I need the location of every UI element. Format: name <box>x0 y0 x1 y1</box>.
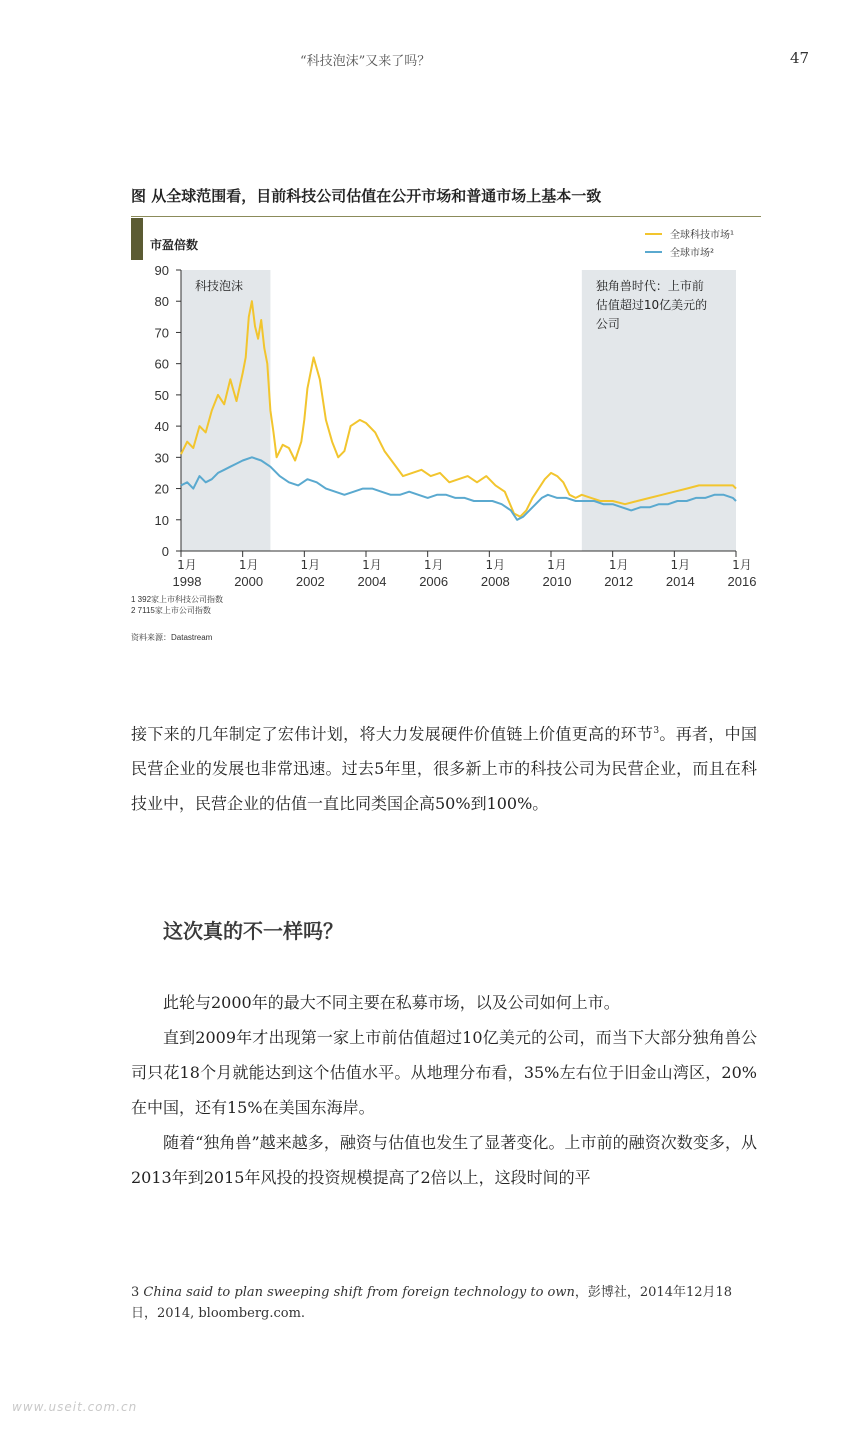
figure-rule <box>131 216 761 217</box>
shaded-region-label: 科技泡沫 <box>195 279 244 293</box>
y-tick-label: 50 <box>154 387 169 403</box>
y-tick-label: 20 <box>154 481 169 497</box>
x-tick-month: 1月 <box>608 558 629 572</box>
x-tick-month: 1月 <box>238 558 259 572</box>
footnote-number: 3 <box>131 1285 140 1300</box>
y-tick-label: 60 <box>154 356 169 372</box>
figure-title: 图 从全球范围看，目前科技公司估值在公开市场和普通市场上基本一致 <box>131 187 602 205</box>
running-head-title: “科技泡沫”又来了吗？ <box>300 54 431 69</box>
footnote-title: China said to plan sweeping shift from foreign technology to own <box>143 1285 575 1300</box>
y-tick-label: 70 <box>154 325 169 341</box>
x-tick-year: 2000 <box>234 574 264 589</box>
y-tick-label: 40 <box>154 419 169 435</box>
watermark: www.useit.com.cn <box>12 1400 138 1414</box>
x-tick-month: 1月 <box>177 558 197 572</box>
x-tick-month: 1月 <box>547 558 567 572</box>
x-tick-year: 2004 <box>357 574 387 589</box>
x-tick-month: 1月 <box>300 558 321 572</box>
chart-ylabel: 市盈倍数 <box>150 238 199 252</box>
page-footnote <box>131 1282 757 1324</box>
shaded-region-label: 独角兽时代：上市前 <box>595 279 704 293</box>
x-tick-month: 1月 <box>362 558 382 572</box>
body-paragraph-2: 此轮与2000年的最大不同主要在私募市场，以及公司如何上市。 <box>163 993 620 1012</box>
x-tick-year: 2006 <box>419 574 449 589</box>
para1-end: 。再者，中国民营企业的发展也非常迅速。过去5年里，很多新上市的科技公司为民营企业，而且在科技业中，民营企业的估值一直比同类国企高50%到100%。 <box>131 724 757 814</box>
y-tick-label: 90 <box>154 263 169 278</box>
x-tick-month: 1月 <box>423 558 444 572</box>
x-tick-year: 1998 <box>172 574 202 589</box>
body-paragraph-4: 随着“独角兽”越来越多，融资与估值也发生了显著变化。上市前的融资次数变多，从2013年到2015年风投的投资规模提高了2倍以上，这段时间的平 <box>131 1133 757 1187</box>
shaded-region-label: 估值超过10亿美元的 <box>595 298 708 312</box>
shaded-region-label: 公司 <box>595 317 620 331</box>
chart-footnote-2: 2 7115家上市公司指数 <box>131 606 211 615</box>
legend-label: 全球科技市场¹ <box>670 230 735 241</box>
x-tick-year: 2012 <box>604 574 634 589</box>
page-number: 47 <box>790 49 810 67</box>
legend-label: 全球市场² <box>670 248 715 259</box>
footnote-rest: ，彭博社，2014年12月18日，2014, bloomberg.com. <box>131 1285 733 1321</box>
body-paragraphs-2 <box>131 985 757 1195</box>
body-paragraph-1 <box>131 714 757 821</box>
body-paragraph-3: 直到2009年才出现第一家上市前估值超过10亿美元的公司，而当下大部分独角兽公司只花18个月就能达到这个估值水平。从地理分布看，35%左右位于旧金山湾区，20%在中国，还有15%在美国东海岸。 <box>131 1028 757 1117</box>
y-tick-label: 0 <box>161 544 169 559</box>
chart-footnote-1: 1 392家上市科技公司指数 <box>131 595 224 604</box>
x-tick-month: 1月 <box>670 558 691 572</box>
x-tick-month: 1月 <box>732 558 752 572</box>
pe-ratio-chart <box>140 220 765 595</box>
x-tick-year: 2016 <box>727 574 757 589</box>
section-heading: 这次真的不一样吗？ <box>163 919 343 943</box>
y-tick-label: 30 <box>154 450 169 466</box>
x-tick-month: 1月 <box>485 558 506 572</box>
shaded-region-1 <box>582 270 736 551</box>
x-tick-year: 2010 <box>542 574 572 589</box>
x-tick-year: 2008 <box>480 574 510 589</box>
para1-text: 接下来的几年制定了宏伟计划，将大力发展硬件价值链上价值更高的环节 <box>131 724 654 744</box>
y-tick-label: 10 <box>154 512 169 528</box>
footnote-ref: 3 <box>653 726 660 736</box>
chart-source: 资料来源：Datastream <box>131 633 213 642</box>
shaded-region-0 <box>181 270 270 551</box>
x-tick-year: 2002 <box>295 574 325 589</box>
x-tick-year: 2014 <box>665 574 695 589</box>
y-tick-label: 80 <box>154 294 169 310</box>
